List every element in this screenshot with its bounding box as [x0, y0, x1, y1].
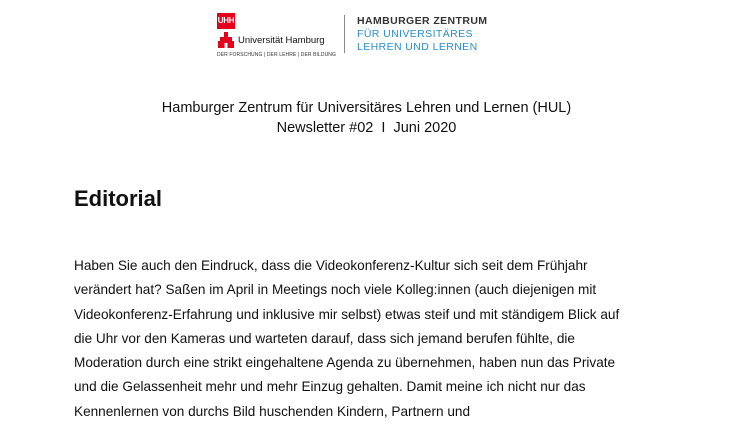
- newsletter-title: Hamburger Zentrum für Universitäres Lehren und Lernen (HUL): [161, 100, 572, 116]
- hul-logo-line3: LEHREN UND LERNEN: [357, 41, 478, 53]
- body-line: und die Gelassenheit mehr und mehr Einzug gehalten. Damit meine ich nicht nur das: [74, 379, 586, 395]
- body-line: Haben Sie auch den Eindruck, dass die Videokonferenz-Kultur sich seit dem Frühjahr: [74, 258, 588, 273]
- tower-icon: [217, 31, 235, 49]
- editorial-body: [74, 254, 634, 424]
- hul-logo-line2: FÜR UNIVERSITÄRES: [357, 28, 473, 40]
- newsletter-issue: Newsletter #02 I Juni 2020: [276, 120, 457, 136]
- body-line: Moderation durch eine strikt eingehaltene Agenda zu übernehmen, haben nun das Private: [74, 355, 616, 371]
- section-heading: Editorial: [74, 186, 163, 211]
- body-line: Kennenlernen von durchs Bild huschenden Kindern, Partnern und: [74, 403, 471, 419]
- uhh-name: Universität Hamburg: [238, 35, 325, 46]
- uhh-emblem: [217, 13, 235, 49]
- body-line: Videokonferenz-Erfahrung und inklusive mir selbst) etwas steif und mit ständigem Blick auf: [74, 306, 620, 322]
- body-line: die Uhr vor den Kameras und warteten darauf, dass sich jemand berufen fühlte, die: [74, 330, 575, 346]
- uhh-tagline: DER FORSCHUNG | DER LEHRE | DER BILDUNG: [217, 52, 337, 58]
- logo-divider: [344, 15, 345, 53]
- hul-logo: [357, 15, 487, 54]
- hul-logo-line1: HAMBURGER ZENTRUM: [357, 15, 488, 27]
- body-line: verändert hat? Saßen im April in Meetings noch viele Kolleg:innen (auch diejenigen mit: [74, 282, 597, 298]
- uhh-mark-box: UHH: [217, 13, 235, 29]
